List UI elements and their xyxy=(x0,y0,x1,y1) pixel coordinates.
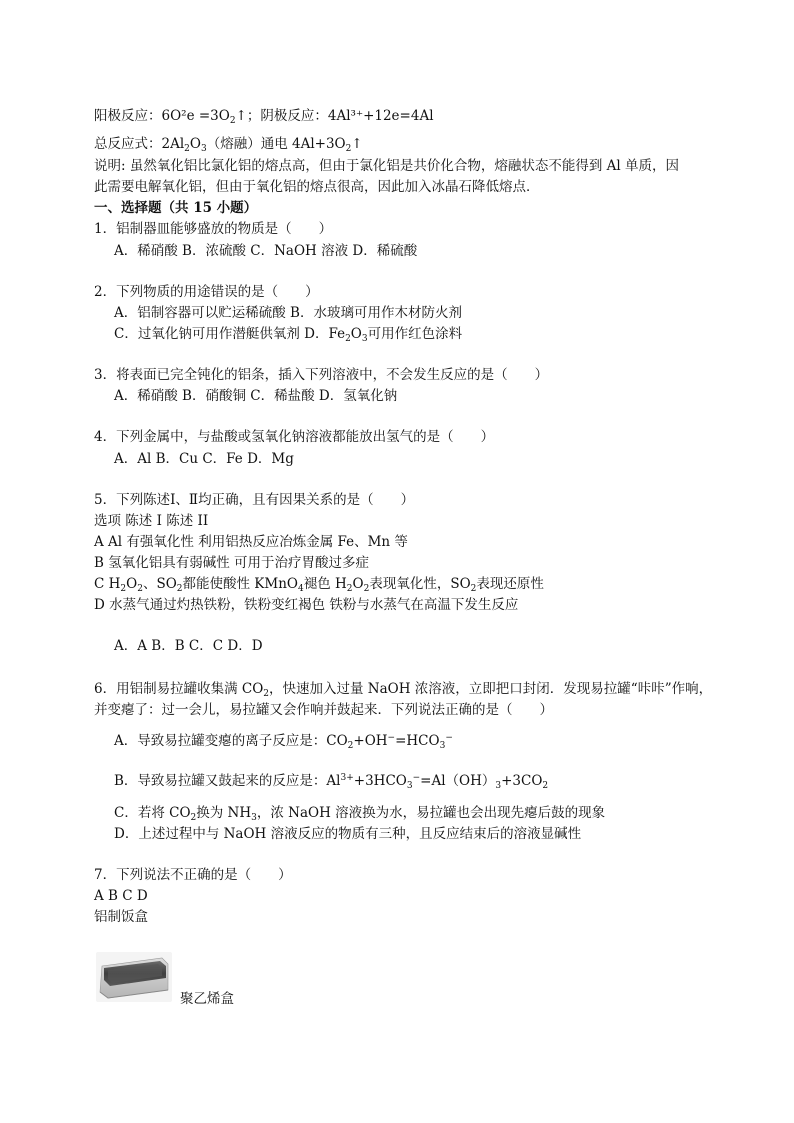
question-6-option-c: C．若将 $CO_2$换为 $NH_3$，浓 NaOH 溶液换为水，易拉罐也会出现先瘪后鼓的现象 xyxy=(114,805,606,823)
question-7-stem: 7．下列说法不正确的是（ ） xyxy=(94,867,292,883)
question-6-stem-1: 6．用铝制易拉罐收集满 $CO_2$，快速加入过量 NaOH 浓溶液，立即把口封闭．发现易拉罐“咔咔”作响， xyxy=(94,681,713,699)
question-5-stem: 5．下列陈述Ⅰ、Ⅱ均正确，且有因果关系的是（ ） xyxy=(94,492,415,508)
explanation-line-1: 说明: 虽然氧化铝比氯化铝的熔点高，但由于氯化铝是共价化合物，熔融状态不能得到 Al 单质，因 xyxy=(94,158,679,174)
question-6-stem-2: 并变瘪了：过一会儿，易拉罐又会作响并鼓起来．下列说法正确的是（ ） xyxy=(94,702,553,718)
question-5-row-b: B 氢氧化铝具有弱碱性 可用于治疗胃酸过多症 xyxy=(94,555,370,571)
question-5-row-d: D 水蒸气通过灼热铁粉，铁粉变红褐色 铁粉与水蒸气在高温下发生反应 xyxy=(94,597,519,613)
question-6-option-b: B．导致易拉罐又鼓起来的反应是：$Al^{3+}+3HCO_3^-=Al(OH)_3+3CO_2$ xyxy=(114,773,549,791)
question-2-options-ab: A．铝制容器可以贮运稀硫酸 B．水玻璃可用作木材防火剂 xyxy=(114,305,462,321)
question-3-options: A．稀硝酸 B．硝酸铜 C．稀盐酸 D．氢氧化钠 xyxy=(114,388,398,404)
explanation-line-2: 此需要电解氧化铝，但由于氧化铝的熔点很高，因此加入冰晶石降低熔点． xyxy=(94,179,540,195)
lunch-box-image xyxy=(96,952,172,1002)
total-reaction: 总反应式：$2Al_2O_3$（熔融）通电 $4Al+3O_2↑$ xyxy=(94,136,363,154)
question-4-stem: 4．下列金属中，与盐酸或氢氧化钠溶液都能放出氢气的是（ ） xyxy=(94,429,495,445)
anode-cathode-reaction: 阳极反应：$6O^2e =3O_2↑$；阴极反应：4Al³⁺+12e=4Al xyxy=(94,108,434,126)
question-2-options-cd: C．过氧化钠可用作潜艇供氧剂 D．$Fe_2O_3$可用作红色涂料 xyxy=(114,326,463,344)
question-7-header: A B C D xyxy=(94,888,148,904)
question-4-options: A．Al B．Cu C．Fe D．Mg xyxy=(114,451,294,467)
question-3-stem: 3．将表面已完全钝化的铝条，插入下列溶液中，不会发生反应的是（ ） xyxy=(94,367,549,383)
question-7-item-1: 铝制饭盒 xyxy=(94,909,148,925)
question-6-option-d: D．上述过程中与 NaOH 溶液反应的物质有三种，且反应结束后的溶液显碱性 xyxy=(114,826,582,842)
question-7-item-2: 聚乙烯盒 xyxy=(180,991,234,1007)
question-5-options: A．A B．B C．C D．D xyxy=(114,638,263,654)
section-title: 一、选择题（共 15 小题） xyxy=(94,200,258,216)
question-1-stem: 1．铝制器皿能够盛放的物质是（ ） xyxy=(94,221,333,237)
question-6-option-a: A．导致易拉罐变瘪的离子反应是：$CO_2+OH^-=HCO_3^-$ xyxy=(114,733,453,751)
question-5-table-header: 选项 陈述 I 陈述 II xyxy=(94,513,209,529)
question-5-row-c: C $H_2O_2$、$SO_2$都能使酸性 KMnO$_4$褪色 $H_2O_2$表现氧化性，$SO_2$表现还原性 xyxy=(94,576,544,594)
question-5-row-a: A Al 有强氧化性 利用铝热反应冶炼金属 Fe、Mn 等 xyxy=(94,534,408,550)
question-1-options: A．稀硝酸 B．浓硫酸 C．NaOH 溶液 D．稀硫酸 xyxy=(114,243,418,259)
question-2-stem: 2．下列物质的用途错误的是（ ） xyxy=(94,284,319,300)
